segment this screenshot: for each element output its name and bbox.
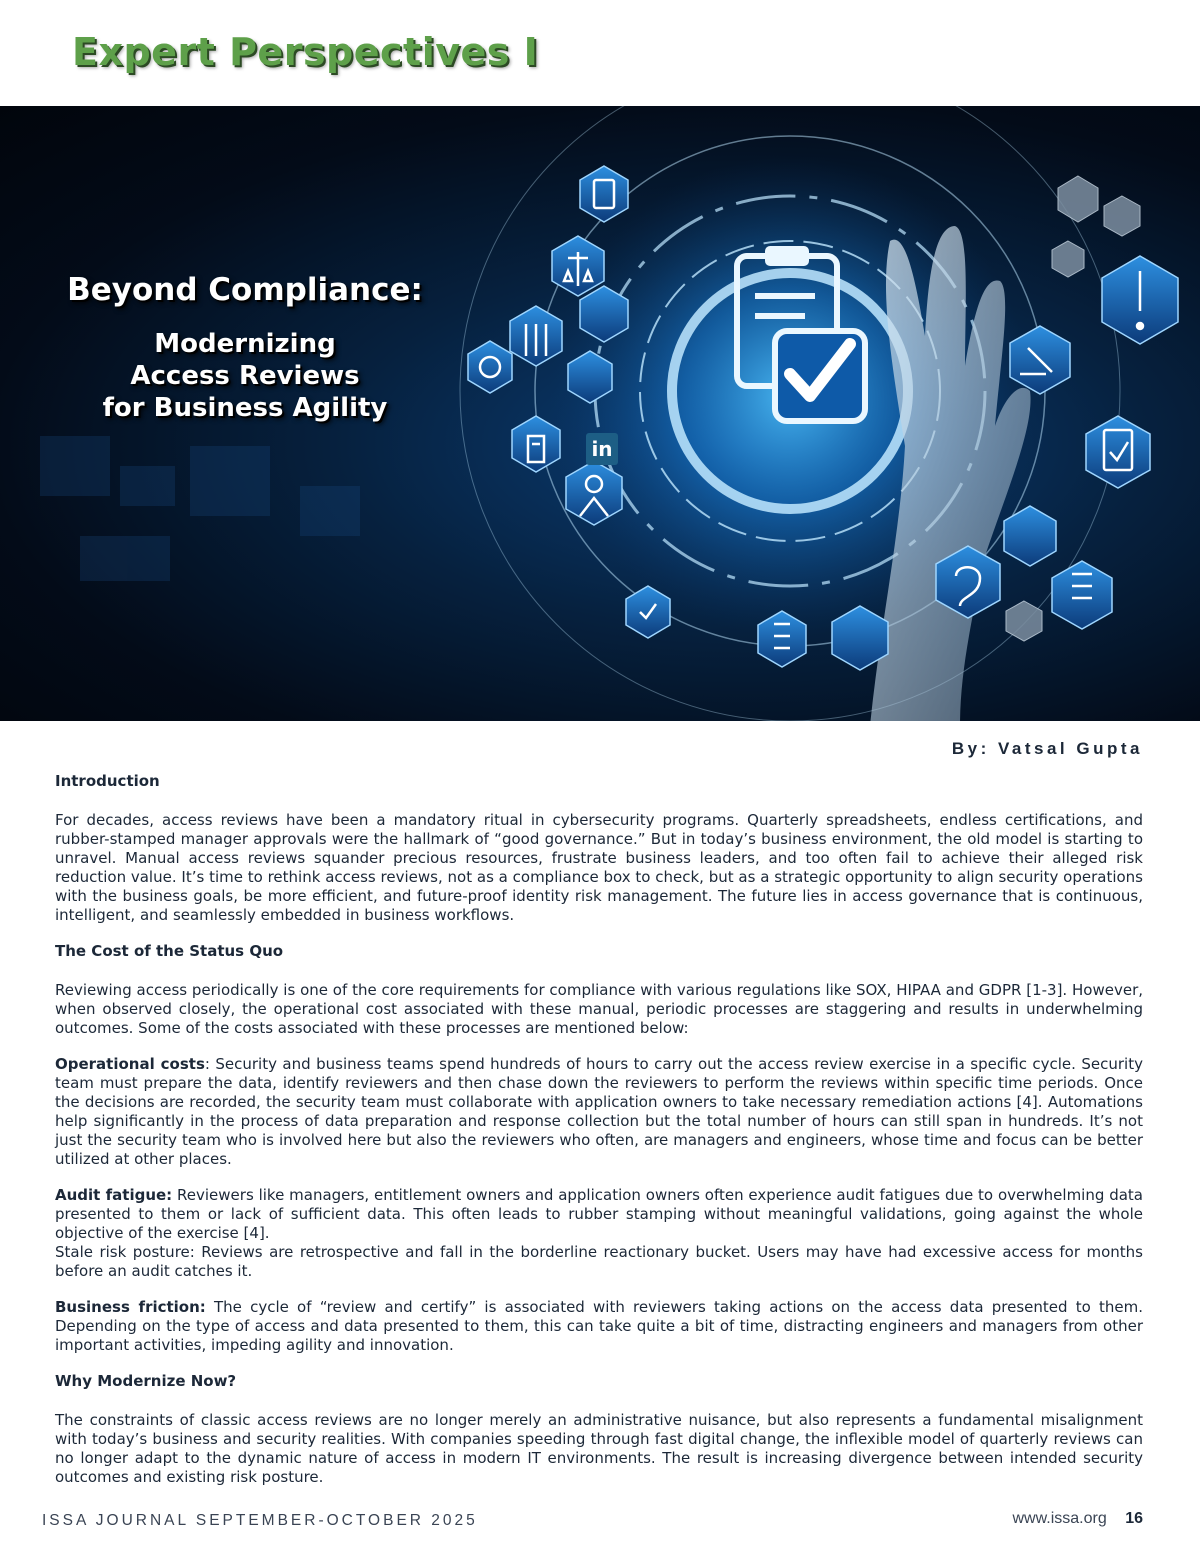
- footer-site-link[interactable]: www.issa.org: [1012, 1510, 1107, 1527]
- hero-subtitle-line: for Business Agility: [102, 393, 388, 423]
- stale-risk-paragraph: Stale risk posture: Reviews are retrospective and fall in the borderline reactionary bucket. Users may have had excessive access for months before an audit catches it.: [55, 1243, 1143, 1280]
- cost-paragraph: Reviewing access periodically is one of the core requirements for compliance with various regulations like SOX, HIPAA and GDPR [1-3]. However, when observed closely, the operational cost associated with these manual, periodic processes are staggering and results in underwhelming outcomes. Some of the costs associated with these processes are mentioned below:: [55, 981, 1143, 1037]
- background-blocks: [40, 436, 360, 581]
- audit-fatigue-paragraph: [55, 1186, 1143, 1243]
- footer-right: [1013, 1510, 1144, 1528]
- intro-heading: Introduction: [55, 772, 160, 790]
- business-friction-paragraph: [55, 1298, 1143, 1355]
- byline: By: Vatsal Gupta: [951, 739, 1143, 758]
- operational-costs-lead: Operational costs: [55, 1055, 205, 1073]
- audit-fatigue-lead: Audit fatigue:: [55, 1186, 173, 1204]
- business-friction-text: The cycle of “review and certify” is associated with reviewers taking actions on the access data presented to them. Depending on the type of access and data presented to them, this can take quite a bit of time, distracting engineers and managers from other important activities, impeding agility and innovation.: [55, 1298, 1143, 1354]
- hero-subtitle-line: Access Reviews: [130, 361, 360, 391]
- operational-costs-text: : Security and business teams spend hundreds of hours to carry out the access review exercise in a specific cycle. Security team must prepare the data, identify reviewers and then chase down the reviewers to perform the reviews within specific time periods. Once the decisions are recorded, the security team must collaborate with application owners to take necessary remediation actions [4]. Automations help significantly in the process of data preparation and response collection but the total number of hours can still span in hundreds. It’s not just the security team who is involved here but also the reviewers who often, are managers and engineers, whose time and focus can be better utilized at other places.: [55, 1055, 1143, 1168]
- section-title: Expert Perspectives I: [72, 30, 539, 74]
- intro-paragraph: For decades, access reviews have been a mandatory ritual in cybersecurity programs. Quarterly spreadsheets, endless certifications, and rubber-stamped manager approvals were the hallmark of “good governance.” But in today’s business environment, the old model is starting to unravel. Manual access reviews squander precious resources, frustrate business leaders, and too often fail to achieve their alleged risk reduction value. It’s time to rethink access reviews, not as a compliance box to check, but as a strategic opportunity to align security operations with the business goals, be more efficient, and future-proof identity risk management. The future lies in access governance that is continuous, intelligent, and seamlessly embedded in business workflows.: [55, 811, 1143, 924]
- hero-subtitle: [0, 328, 490, 424]
- hero-subtitle-line: Modernizing: [154, 329, 336, 359]
- hero-title: Beyond Compliance:: [67, 272, 423, 308]
- page-number: 16: [1125, 1510, 1143, 1527]
- operational-costs-paragraph: [55, 1055, 1143, 1169]
- modernize-heading: Why Modernize Now?: [55, 1372, 237, 1390]
- audit-fatigue-text: Reviewers like managers, entitlement owners and application owners often experience audit fatigues due to overwhelming data presented to them or lack of sufficient data. This often leads to rubber stamping without meaningful validations, going against the whole objective of the exercise [4].: [55, 1186, 1144, 1242]
- hero-image: [0, 106, 1200, 721]
- article-body: [55, 772, 1143, 1504]
- footer-journal: ISSA JOURNAL SEPTEMBER-OCTOBER 2025: [42, 1512, 478, 1529]
- cost-heading: The Cost of the Status Quo: [55, 942, 284, 960]
- linkedin-icon[interactable]: in: [586, 433, 618, 465]
- modernize-paragraph: The constraints of classic access reviews are no longer merely an administrative nuisance, but also represents a fundamental misalignment with today’s business and security realities. With companies speeding through fast digital change, the inflexible model of quarterly reviews can no longer adapt to the dynamic nature of access in modern IT environments. The result is increasing divergence between intended security outcomes and existing risk posture.: [55, 1411, 1143, 1486]
- business-friction-lead: Business friction:: [55, 1298, 206, 1316]
